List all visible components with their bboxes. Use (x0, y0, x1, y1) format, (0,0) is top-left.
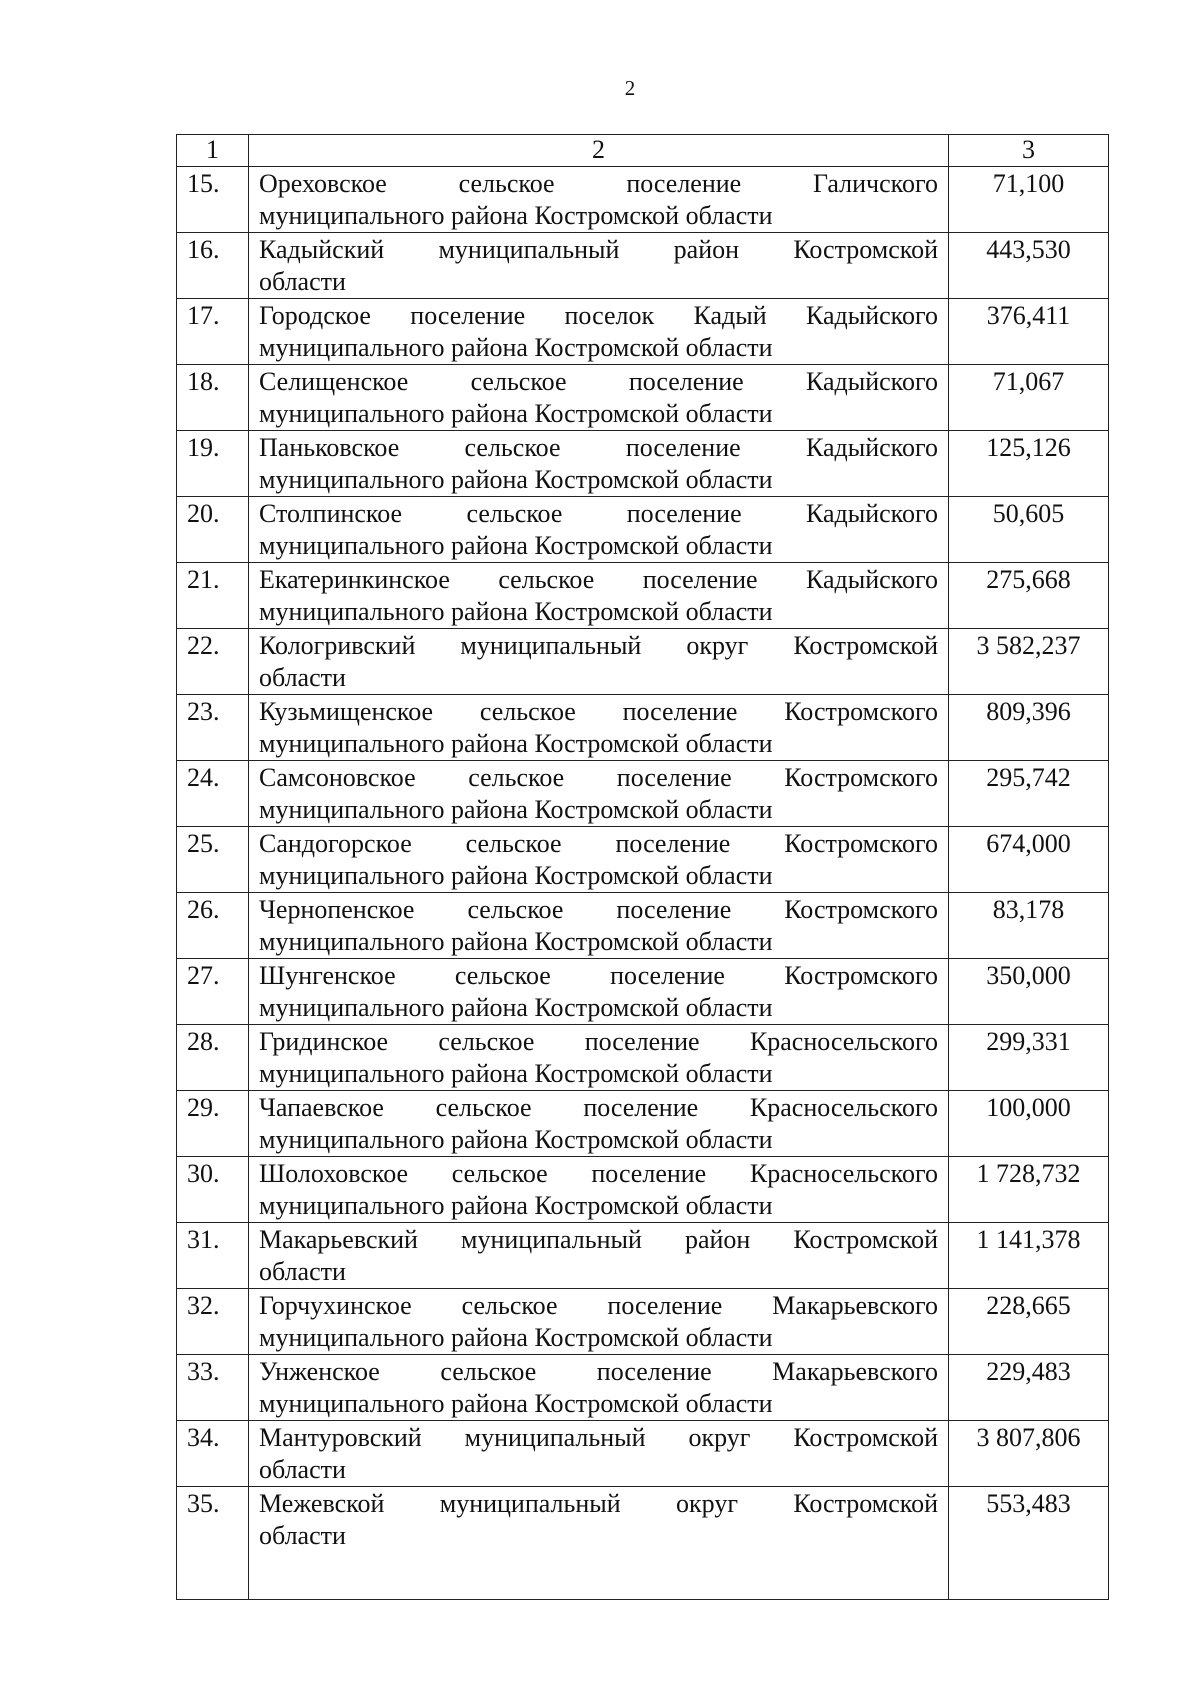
row-number: 31. (177, 1223, 249, 1289)
municipality-name-line-1: Шолоховское сельское поселение Красносельского (259, 1159, 938, 1188)
municipality-name (249, 959, 949, 1025)
municipality-name-line-2: муниципального района Костромской области (259, 729, 773, 758)
allocation-value: 1 728,732 (949, 1157, 1109, 1223)
municipality-name-line-1: Кадыйский муниципальный район Костромской (259, 235, 938, 264)
municipality-name-line-2: муниципального района Костромской области (259, 861, 773, 890)
municipality-name-line-2: области (259, 1455, 346, 1484)
row-number: 17. (177, 299, 249, 365)
row-number: 18. (177, 365, 249, 431)
table-row (177, 695, 1109, 761)
municipality-name-line-2: муниципального района Костромской области (259, 399, 773, 428)
municipality-name (249, 1421, 949, 1487)
municipality-name (249, 167, 949, 233)
row-number: 34. (177, 1421, 249, 1487)
table-row (177, 1025, 1109, 1091)
row-number: 23. (177, 695, 249, 761)
municipality-name-line-1: Кузьмищенское сельское поселение Костромского (259, 697, 938, 726)
row-number: 19. (177, 431, 249, 497)
row-number: 32. (177, 1289, 249, 1355)
municipality-name-line-2: муниципального района Костромской области (259, 927, 773, 956)
page-number: 2 (624, 76, 636, 100)
allocation-value: 83,178 (949, 893, 1109, 959)
municipality-name-line-1: Екатеринкинское сельское поселение Кадыйского (259, 565, 938, 594)
row-number: 30. (177, 1157, 249, 1223)
municipality-name-line-1: Сандогорское сельское поселение Костромского (259, 829, 938, 858)
table-row (177, 431, 1109, 497)
municipality-name-line-2: муниципального района Костромской области (259, 201, 773, 230)
table-row (177, 233, 1109, 299)
municipality-name (249, 761, 949, 827)
municipality-name (249, 497, 949, 563)
municipality-name-line-1: Ореховское сельское поселение Галичского (259, 169, 938, 198)
column-header-number: 1 (177, 135, 249, 167)
allocation-value: 3 582,237 (949, 629, 1109, 695)
allocation-value: 674,000 (949, 827, 1109, 893)
table-row (177, 827, 1109, 893)
municipality-name-line-1: Столпинское сельское поселение Кадыйского (259, 499, 938, 528)
row-number: 35. (177, 1487, 249, 1600)
municipality-name-line-2: области (259, 1521, 346, 1550)
row-number: 27. (177, 959, 249, 1025)
column-header-name: 2 (249, 135, 949, 167)
municipality-name (249, 431, 949, 497)
municipality-name-line-1: Чапаевское сельское поселение Красносельского (259, 1093, 938, 1122)
row-number: 29. (177, 1091, 249, 1157)
allocation-value: 71,067 (949, 365, 1109, 431)
allocation-value: 350,000 (949, 959, 1109, 1025)
table-row (177, 1421, 1109, 1487)
table-row (177, 563, 1109, 629)
municipality-name (249, 1487, 949, 1600)
municipality-name-line-1: Самсоновское сельское поселение Костромского (259, 763, 938, 792)
municipality-name-line-1: Кологривский муниципальный округ Костромской (259, 631, 938, 660)
allocation-value: 443,530 (949, 233, 1109, 299)
allocation-value: 71,100 (949, 167, 1109, 233)
municipality-name-line-2: муниципального района Костромской области (259, 465, 773, 494)
table-row (177, 959, 1109, 1025)
allocation-value: 299,331 (949, 1025, 1109, 1091)
allocation-table (176, 134, 1109, 1600)
municipality-name-line-2: муниципального района Костромской области (259, 1059, 773, 1088)
table-row (177, 761, 1109, 827)
municipality-name-line-2: муниципального района Костромской области (259, 1125, 773, 1154)
table-row (177, 629, 1109, 695)
column-header-value: 3 (949, 135, 1109, 167)
row-number: 16. (177, 233, 249, 299)
municipality-name-line-1: Унженское сельское поселение Макарьевского (259, 1357, 938, 1386)
table-row (177, 1223, 1109, 1289)
row-number: 20. (177, 497, 249, 563)
table-row (177, 497, 1109, 563)
municipality-name-line-1: Чернопенское сельское поселение Костромского (259, 895, 938, 924)
municipality-name-line-2: муниципального района Костромской области (259, 531, 773, 560)
table-row (177, 1289, 1109, 1355)
municipality-name (249, 1355, 949, 1421)
row-number: 33. (177, 1355, 249, 1421)
municipality-name-line-2: муниципального района Костромской области (259, 1323, 773, 1352)
allocation-value: 3 807,806 (949, 1421, 1109, 1487)
row-number: 15. (177, 167, 249, 233)
municipality-name-line-2: муниципального района Костромской области (259, 1191, 773, 1220)
allocation-value: 553,483 (949, 1487, 1109, 1600)
municipality-name-line-1: Шунгенское сельское поселение Костромского (259, 961, 938, 990)
allocation-value: 228,665 (949, 1289, 1109, 1355)
municipality-name-line-2: области (259, 267, 346, 296)
table-row (177, 167, 1109, 233)
municipality-name (249, 893, 949, 959)
municipality-name-line-2: муниципального района Костромской области (259, 597, 773, 626)
municipality-name (249, 299, 949, 365)
municipality-name (249, 233, 949, 299)
municipality-name (249, 1223, 949, 1289)
allocation-value: 376,411 (949, 299, 1109, 365)
allocation-value: 809,396 (949, 695, 1109, 761)
row-number: 25. (177, 827, 249, 893)
municipality-name-line-2: муниципального района Костромской области (259, 795, 773, 824)
allocation-value: 229,483 (949, 1355, 1109, 1421)
municipality-name (249, 1157, 949, 1223)
allocation-value: 100,000 (949, 1091, 1109, 1157)
municipality-name (249, 695, 949, 761)
municipality-name-line-2: муниципального района Костромской области (259, 1389, 773, 1418)
row-number: 28. (177, 1025, 249, 1091)
allocation-value: 1 141,378 (949, 1223, 1109, 1289)
table-row (177, 1091, 1109, 1157)
municipality-name-line-1: Межевской муниципальный округ Костромской (259, 1489, 938, 1518)
row-number: 26. (177, 893, 249, 959)
allocation-value: 50,605 (949, 497, 1109, 563)
municipality-name (249, 1091, 949, 1157)
municipality-name-line-1: Паньковское сельское поселение Кадыйского (259, 433, 938, 462)
table-header-row (177, 135, 1109, 167)
table-row (177, 1355, 1109, 1421)
municipality-name-line-2: области (259, 663, 346, 692)
municipality-name-line-1: Мантуровский муниципальный округ Костромской (259, 1423, 938, 1452)
municipality-name-line-1: Гридинское сельское поселение Красносельского (259, 1027, 938, 1056)
table-row (177, 1487, 1109, 1600)
row-number: 24. (177, 761, 249, 827)
table-row (177, 299, 1109, 365)
municipality-name (249, 563, 949, 629)
municipality-name-line-2: области (259, 1257, 346, 1286)
table-body (177, 135, 1109, 1600)
municipality-name (249, 365, 949, 431)
municipality-name (249, 1289, 949, 1355)
municipality-name-line-1: Горчухинское сельское поселение Макарьевского (259, 1291, 938, 1320)
municipality-name-line-1: Селищенское сельское поселение Кадыйского (259, 367, 938, 396)
allocation-value: 125,126 (949, 431, 1109, 497)
municipality-name (249, 629, 949, 695)
allocation-value: 295,742 (949, 761, 1109, 827)
municipality-name (249, 1025, 949, 1091)
municipality-name-line-1: Макарьевский муниципальный район Костромской (259, 1225, 938, 1254)
allocation-value: 275,668 (949, 563, 1109, 629)
municipality-name-line-2: муниципального района Костромской области (259, 993, 773, 1022)
table-row (177, 365, 1109, 431)
table-row (177, 893, 1109, 959)
table-row (177, 1157, 1109, 1223)
municipality-name-line-1: Городское поселение поселок Кадый Кадыйского (259, 301, 938, 330)
row-number: 22. (177, 629, 249, 695)
municipality-name (249, 827, 949, 893)
municipality-name-line-2: муниципального района Костромской области (259, 333, 773, 362)
row-number: 21. (177, 563, 249, 629)
